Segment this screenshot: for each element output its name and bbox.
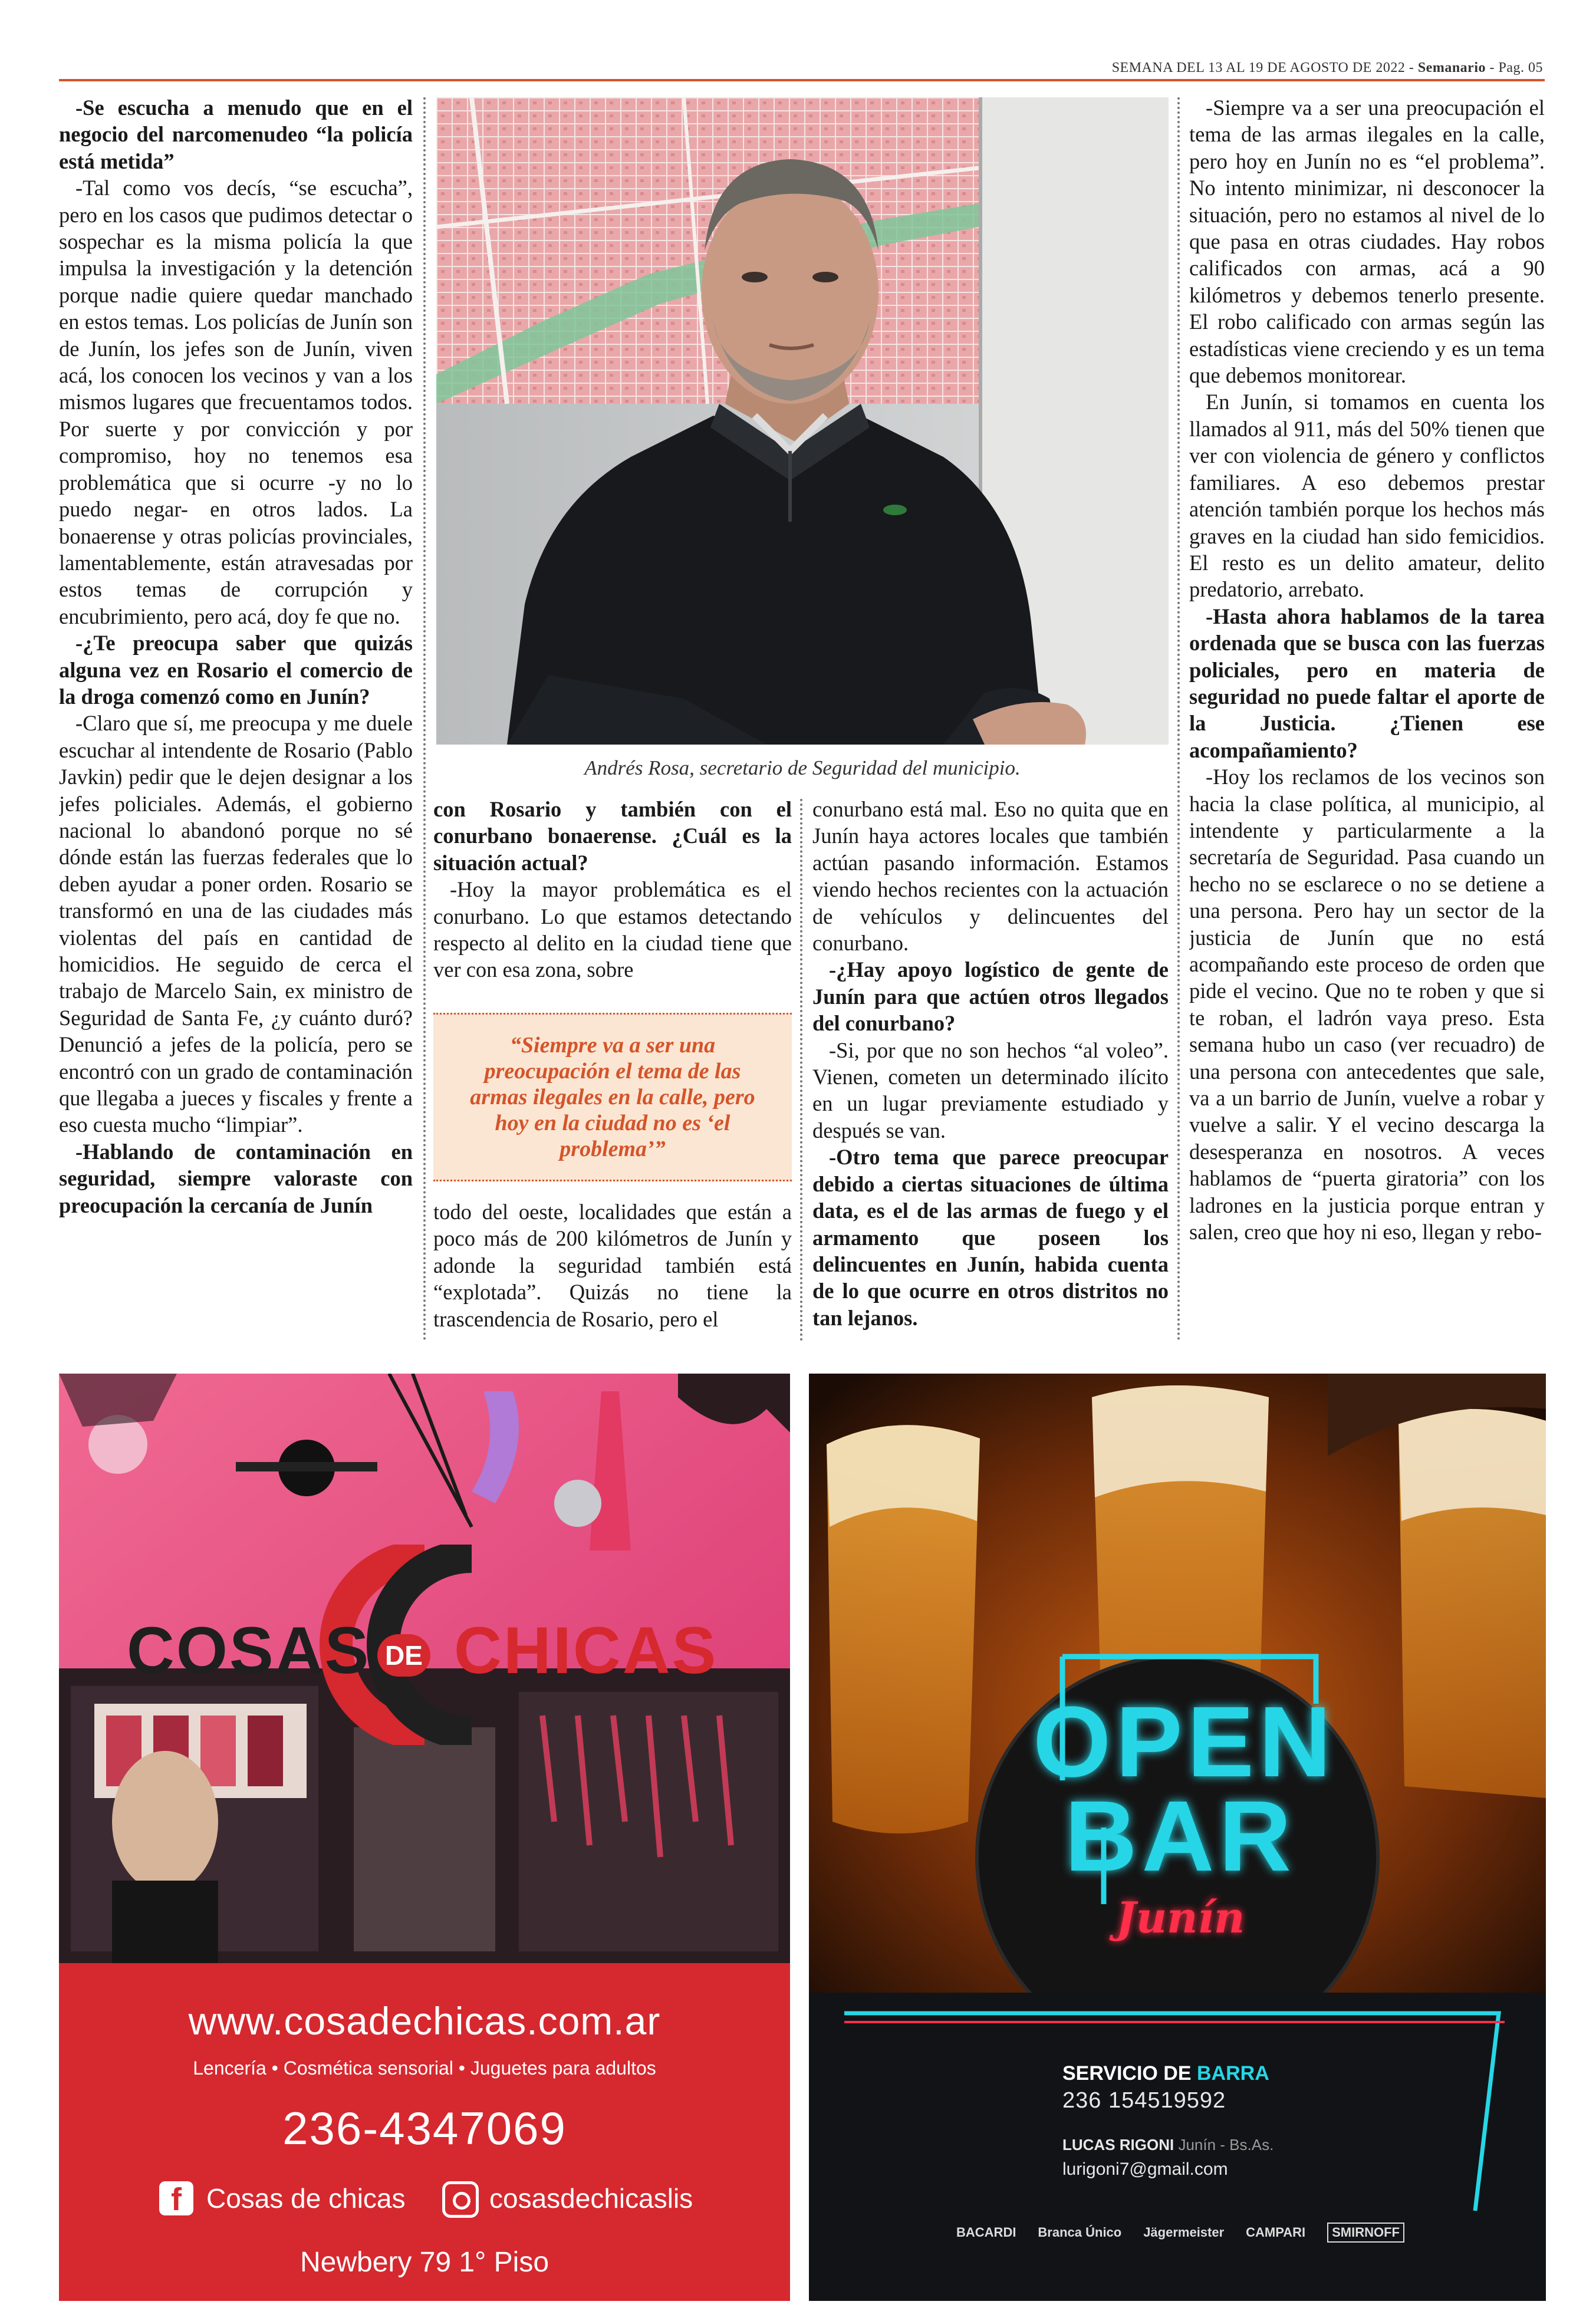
column-divider (1177, 97, 1180, 1341)
openbar-service-prefix: SERVICIO DE (1062, 2062, 1197, 2085)
cosas-tagline: Lencería • Cosmética sensorial • Juguetes para adultos (193, 2057, 656, 2079)
cosas-brand-left: COSAS (127, 1614, 371, 1687)
interview-answer: conurbano está mal. Eso no quita que en Junín haya actores locales que también actúan pasando información. Estamos viendo hechos recientes con la actuación de vehículos y delincuentes del conurbano. (812, 797, 1169, 956)
interview-answer: -Hoy los reclamos de los vecinos son hacia la clase política, al municipio, al intendente y particularmente a la secretaría de Seguridad. Pasa cuando un hecho no se esclarece o no se detiene a una persona. Pero hay un sector de la justicia de Junín que no está acompañando este proceso de orden que pide el vecino. Que no te roben y que si te roban, el ladrón vaya preso. Esta semana hubo un caso (ver recuadro) de una persona con antecedentes que sale, va a un barrio de Junín, vuelve a robar y vuelve a salir. Y el vecino descarga la desesperanza en nosotros. A veces hablamos de “puerta giratoria” con los ladrones en la justicia porque entran y salen, creo que hoy ni eso, llegan y rebo- (1189, 765, 1545, 1244)
column-divider (800, 799, 802, 1341)
article-photo (436, 97, 1169, 745)
pull-quote-text: “Siempre va a ser una preocupación el tema de las armas ilegales en la calle, pero hoy en la ciudad no es ‘el problema’” (470, 1033, 755, 1161)
openbar-word-bar: BAR (1064, 1780, 1296, 1892)
interview-answer: En Junín, si tomamos en cuenta los llamados al 911, más del 50% tienen que ver con violencia de género y conflictos familiares. A eso debemos prestar atención también porque los hechos más graves en la ciudad han sido femicidios. El resto es un delito amateur, delito predatorio, arrebato. (1189, 390, 1545, 602)
pull-quote (433, 1013, 792, 1181)
portrait-photo (436, 97, 1169, 745)
interview-answer: -Si, por que no son hechos “al voleo”. Vienen, cometen un determinado ilícito en un lugar previamente estudiado y después se van. (812, 1038, 1169, 1143)
cosas-logo (59, 1545, 790, 1745)
interview-question: -¿Hay apoyo logístico de gente de Junín para que actúen otros llegados del conurbano? (812, 957, 1169, 1036)
cosas-address: Newbery 79 1° Piso (300, 2247, 549, 2278)
interview-answer: -Claro que sí, me preocupa y me duele escuchar al intendente de Rosario (Pablo Javkin) pedir que le dejen designar a los jefes policiales. Además, el gobierno nacional lo abandonó porque no sé dónde están las fuerzas federales que lo deben ayudar a poner orden. Rosario se transformó en una de las ciudades más violentas del país en cantidad de homicidios. He seguido de cerca el trabajo de Marcelo Sain, ex ministro de Seguridad de Santa Fe, ¿y cuánto duró? Denunció a jefes de la policía, pero se encontró con un grado de contaminación que llegaba a jueces y fiscales y frente a eso cuesta mucho “limpiar”. (59, 711, 413, 1137)
sponsor-logo: BACARDI (956, 2225, 1016, 2240)
interview-answer: -Tal como vos decís, “se escucha”, pero en los casos que pudimos detectar o sospechar es la misma policía la que impulsa la investigación y la detención porque nadie quiere quedar manchado en estos temas. Los policías de Junín son de Junín, los jefes son de Junín, viven acá, los conocen los vecinos y van a los mismos lugares que frecuentamos todos. Por suerte y por convicción y por compromiso, hoy no tenemos esa problemática que si ocurre -y no lo puedo negar- en otros lados. La bonaerense y otras policías provinciales, lamentablemente, están atravesadas por estos temas de corrupción y encubrimiento, pero acá, doy fe que no. (59, 176, 413, 628)
article-column-3 (812, 796, 1169, 1344)
header-publication: Semanario (1417, 60, 1486, 75)
cosas-facebook[interactable]: Cosas de chicas (206, 2183, 406, 2214)
article-column-1 (59, 94, 413, 1344)
sponsor-logo: CAMPARI (1246, 2225, 1306, 2240)
sponsor-logo: SMIRNOFF (1327, 2223, 1404, 2243)
instagram-icon[interactable] (442, 2181, 479, 2218)
sponsor-logo: Branca Único (1038, 2225, 1122, 2240)
interview-answer: -Hoy la mayor problemática es el conurbano. Lo que estamos detectando respecto al delito en la ciudad tiene que ver con esa zona, sobre (433, 877, 792, 982)
lacoste-icon (883, 505, 907, 515)
cosas-brand-right: CHICAS (454, 1614, 718, 1687)
interview-answer: todo del oeste, localidades que están a poco más de 200 kilómetros de Junín y adonde la seguridad también está “explotada”. Quizás no tiene la trascendencia de Rosario, pero el (433, 1200, 792, 1331)
openbar-service-accent: BARRA (1197, 2062, 1269, 2085)
interview-question: -Otro tema que parece preocupar debido a ciertas situaciones de última data, es el de las armas de fuego y el armamento que poseen los delincuentes en Junín, habida cuenta de lo que ocurre en otros distritos no tan lejanos. (812, 1145, 1169, 1330)
page-header (1112, 60, 1543, 76)
cosas-brand-mid: DE (377, 1634, 430, 1677)
interview-question: -Hablando de contaminación en seguridad, siempre valoraste con preocupación la cercanía de Junín (59, 1139, 413, 1217)
header-page: - Pag. 05 (1486, 60, 1543, 75)
sponsor-logos (956, 2223, 1404, 2243)
interview-question: -Se escucha a menudo que en el negocio del narcomenudeo “la policía está metida” (59, 96, 413, 173)
ad-cosas-de-chicas (59, 1374, 790, 2301)
facebook-icon[interactable]: f (159, 2181, 193, 2215)
article-column-4 (1189, 94, 1545, 1344)
openbar-contact-name (1062, 2136, 1273, 2154)
article-column-2-bottom (433, 1199, 792, 1340)
openbar-city: Junín (1115, 1892, 1245, 1942)
cosas-website[interactable]: www.cosadechicas.com.ar (188, 1999, 661, 2043)
sponsor-logo: Jägermeister (1143, 2225, 1225, 2240)
interview-answer: -Siempre va a ser una preocupación el tema de las armas ilegales en la calle, pero hoy en Junín no es “el problema”. No intento minimizar, ni desconocer la situación, pero no estamos al nivel de lo que pasa en otras ciudades. Hay robos calificados con armas, acá a 90 kilómetros y debemos tenerlo presente. El robo calificado con armas según las estadísticas viene creciendo y es un tema que debemos monitorear. (1189, 96, 1545, 388)
interview-question: con Rosario y también con el conurbano bonaerense. ¿Cuál es la situación actual? (433, 797, 792, 875)
openbar-word-open: OPEN (1033, 1686, 1336, 1798)
article-column-2-top (433, 796, 792, 996)
openbar-service (1062, 2062, 1269, 2085)
openbar-name: LUCAS RIGONI (1062, 2136, 1174, 2154)
interview-question: -Hasta ahora hablamos de la tarea ordenada que se busca con las fuerzas policiales, pero en materia de seguridad no puede faltar el aporte de la Justicia. ¿Tienen ese acompañamiento? (1189, 604, 1545, 762)
openbar-phone[interactable]: 236 154519592 (1062, 2088, 1226, 2113)
ad-cosas-background (59, 1374, 790, 2301)
cosas-instagram[interactable]: cosasdechicaslis (489, 2183, 693, 2214)
photo-caption: Andrés Rosa, secretario de Seguridad del municipio. (584, 756, 1021, 779)
cosas-phone[interactable]: 236-4347069 (282, 2102, 567, 2154)
column-divider (423, 97, 426, 1341)
ad-open-bar (809, 1374, 1546, 2301)
interview-question: -¿Te preocupa saber que quizás alguna vez en Rosario el comercio de la droga comenzó como en Junín? (59, 631, 413, 709)
header-rule (59, 79, 1545, 81)
openbar-location: Junín - Bs.As. (1174, 2136, 1274, 2154)
openbar-email[interactable]: lurigoni7@gmail.com (1062, 2159, 1228, 2179)
header-date: SEMANA DEL 13 AL 19 DE AGOSTO DE 2022 - (1111, 60, 1418, 75)
